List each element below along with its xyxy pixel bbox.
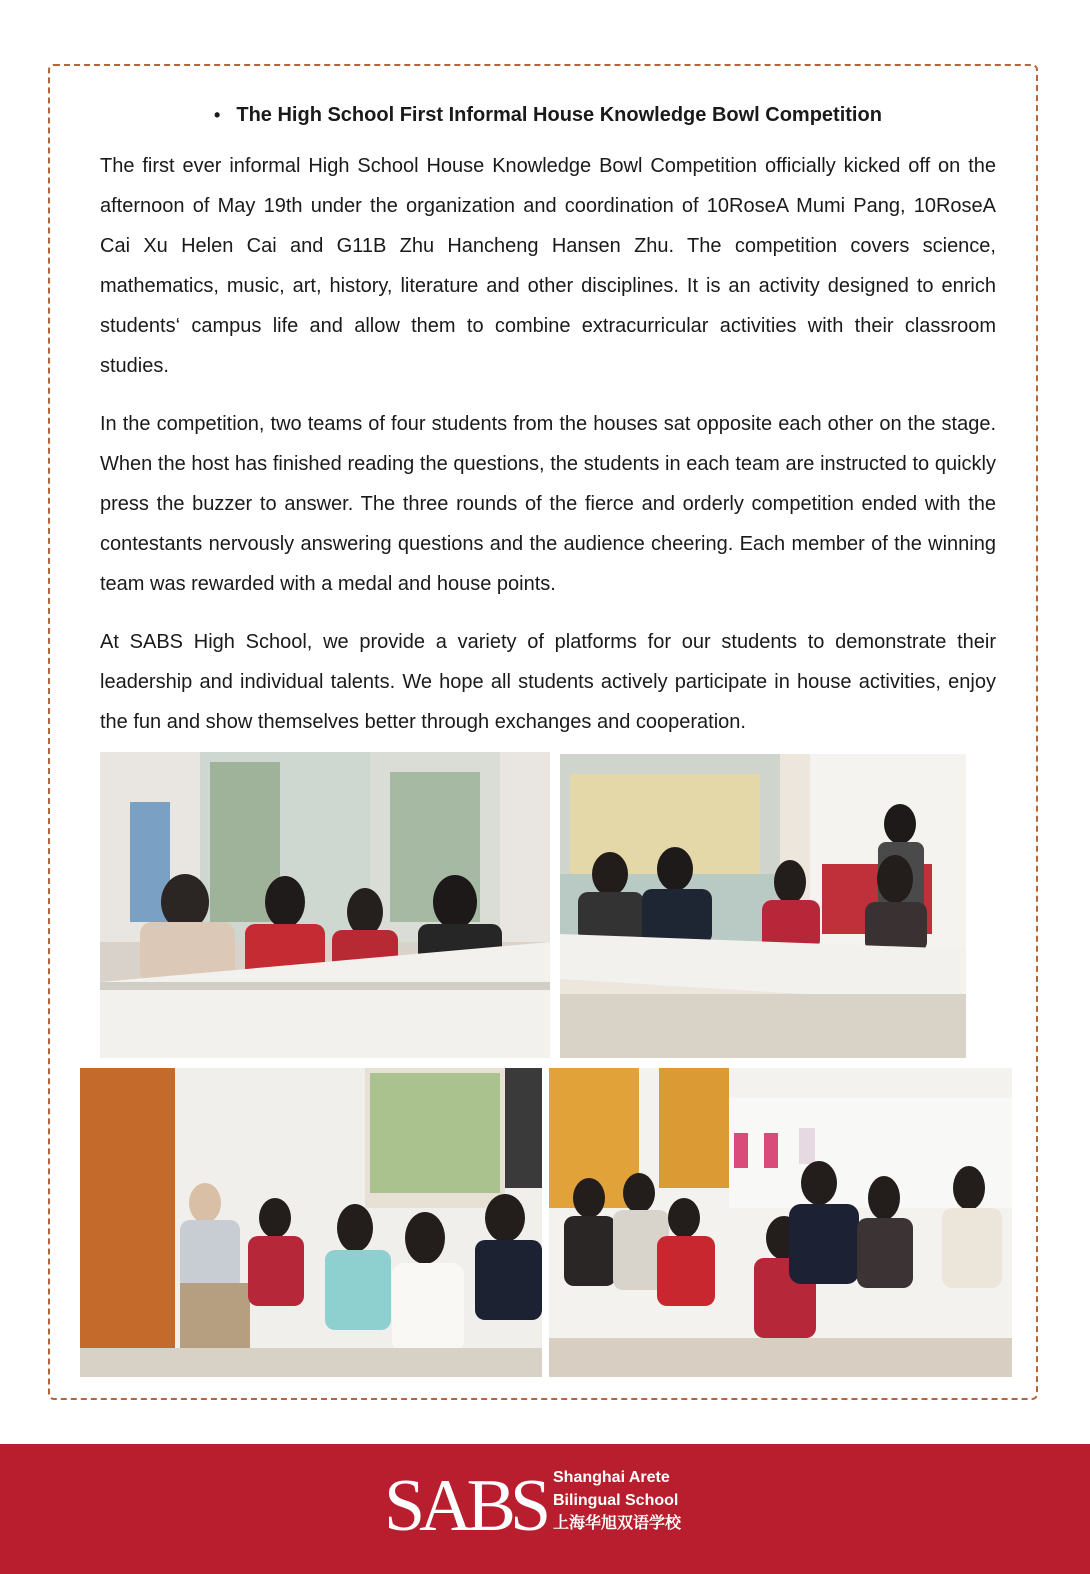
school-name-block [553, 1466, 681, 1535]
section-heading [100, 100, 996, 130]
photo-audience-1 [80, 1068, 542, 1377]
school-name-line2: Bilingual School [553, 1492, 679, 1509]
school-name-line1: Shanghai Arete [553, 1469, 670, 1486]
section-title: The High School First Informal House Knowledge Bowl Competition [236, 103, 882, 126]
footer-banner [0, 1444, 1090, 1574]
photo-contestants-team-2 [560, 754, 966, 1058]
paragraph-competition: In the competition, two teams of four students from the houses sat opposite each other on the stage. When the host has finished reading the questions, the students in each team are instructed to quickly press the buzzer to answer. The three rounds of the fierce and orderly competition ended with the contestants nervously answering questions and the audience cheering. Each member of the winning team was rewarded with a medal and house points. [100, 413, 996, 595]
article-content [100, 100, 996, 760]
photo-audience-2 [549, 1068, 1012, 1377]
photo-contestants-team-1 [100, 752, 550, 1058]
bullet-point: • [214, 104, 221, 125]
paragraph-intro: The first ever informal High School House Knowledge Bowl Competition officially kicked off on the afternoon of May 19th under the organization and coordination of 10RoseA Mumi Pang, 10RoseA Cai Xu Helen Cai and G11B Zhu Hancheng Hansen Zhu. The competition covers science, mathematics, music, art, history, literature and other disciplines. It is an activity designed to enrich students‘ campus life and allow them to combine extracurricular activities with their classroom studies. [100, 155, 996, 377]
school-name-chinese: 上海华旭双语学校 [553, 1515, 682, 1532]
paragraph-conclusion: At SABS High School, we provide a variety of platforms for our students to demonstrate their leadership and individual talents. We hope all students actively participate in house activities, enjoy the fun and show themselves better through exchanges and cooperation. [100, 631, 996, 733]
sabs-logo: SABS [384, 1465, 546, 1547]
